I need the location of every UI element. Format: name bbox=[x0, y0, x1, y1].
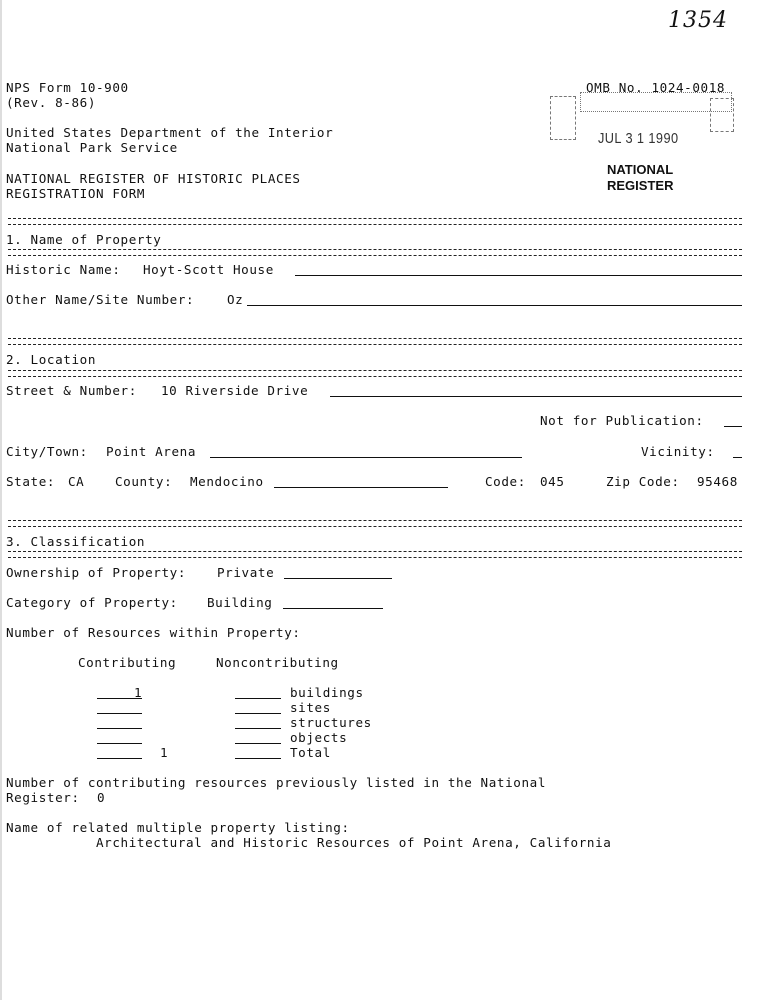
previously-listed-label-cont: Register: bbox=[6, 790, 80, 805]
form-number: NPS Form 10-900 bbox=[6, 80, 129, 95]
page-edge bbox=[0, 0, 2, 1000]
form-revision: (Rev. 8-86) bbox=[6, 95, 97, 110]
state-value: CA bbox=[68, 474, 85, 489]
multiple-listing-value: Architectural and Historic Resources of Point Arena, California bbox=[96, 835, 612, 850]
previously-listed-value: 0 bbox=[97, 790, 106, 805]
contributing-line bbox=[97, 728, 142, 729]
resource-type: objects bbox=[290, 730, 348, 745]
code-value: 045 bbox=[540, 474, 565, 489]
vicinity-label: Vicinity: bbox=[641, 444, 715, 459]
handwritten-number: 1354 bbox=[668, 8, 728, 33]
city-value: Point Arena bbox=[106, 444, 197, 459]
section-1-heading: 1. Name of Property bbox=[6, 232, 162, 247]
ownership-value: Private bbox=[217, 565, 275, 580]
noncontributing-column-header: Noncontributing bbox=[216, 655, 339, 670]
ownership-label: Ownership of Property: bbox=[6, 565, 187, 580]
county-line bbox=[274, 487, 448, 488]
category-label: Category of Property: bbox=[6, 595, 178, 610]
historic-name-value: Hoyt-Scott House bbox=[143, 262, 274, 277]
noncontributing-line bbox=[235, 758, 281, 759]
section-separator bbox=[8, 218, 742, 225]
street-value: 10 Riverside Drive bbox=[161, 383, 309, 398]
noncontributing-line bbox=[235, 713, 281, 714]
resource-type: sites bbox=[290, 700, 331, 715]
vicinity-line bbox=[733, 457, 742, 458]
omb-number: OMB No. 1024-0018 bbox=[586, 80, 726, 95]
historic-name-label: Historic Name: bbox=[6, 262, 121, 277]
city-line bbox=[210, 457, 522, 458]
agency: National Park Service bbox=[6, 140, 178, 155]
state-label: State: bbox=[6, 474, 56, 489]
contributing-column-header: Contributing bbox=[78, 655, 177, 670]
section-separator bbox=[8, 520, 742, 527]
resource-type: buildings bbox=[290, 685, 364, 700]
section-separator bbox=[8, 249, 742, 256]
form-title: NATIONAL REGISTER OF HISTORIC PLACES bbox=[6, 171, 301, 186]
noncontributing-line bbox=[235, 728, 281, 729]
contributing-line bbox=[97, 758, 142, 759]
other-name-line bbox=[247, 305, 742, 306]
code-label: Code: bbox=[485, 474, 526, 489]
zip-value: 95468 bbox=[697, 474, 738, 489]
category-line bbox=[283, 608, 383, 609]
not-for-publication-label: Not for Publication: bbox=[540, 413, 704, 428]
noncontributing-line bbox=[235, 743, 281, 744]
resource-type: Total bbox=[290, 745, 331, 760]
multiple-listing-label: Name of related multiple property listing: bbox=[6, 820, 350, 835]
resources-label: Number of Resources within Property: bbox=[6, 625, 301, 640]
street-label: Street & Number: bbox=[6, 383, 137, 398]
section-separator bbox=[8, 338, 742, 345]
street-line bbox=[330, 396, 742, 397]
category-value: Building bbox=[207, 595, 273, 610]
contributing-line bbox=[97, 743, 142, 744]
section-3-heading: 3. Classification bbox=[6, 534, 146, 549]
received-date: JUL 3 1 1990 bbox=[598, 130, 679, 147]
contributing-count: 1 bbox=[134, 685, 143, 700]
historic-name-line bbox=[295, 275, 742, 276]
department: United States Department of the Interior bbox=[6, 125, 334, 140]
stamp-national: NATIONAL bbox=[607, 162, 674, 177]
other-name-label: Other Name/Site Number: bbox=[6, 292, 195, 307]
county-value: Mendocino bbox=[190, 474, 264, 489]
form-subtitle: REGISTRATION FORM bbox=[6, 186, 146, 201]
contributing-count: 1 bbox=[160, 745, 169, 760]
county-label: County: bbox=[115, 474, 173, 489]
zip-label: Zip Code: bbox=[606, 474, 680, 489]
section-separator bbox=[8, 370, 742, 377]
stamp-register: REGISTER bbox=[607, 178, 674, 193]
ownership-line bbox=[284, 578, 392, 579]
other-name-value: Oz bbox=[227, 292, 244, 307]
section-separator bbox=[8, 551, 742, 558]
resource-type: structures bbox=[290, 715, 372, 730]
contributing-line bbox=[97, 713, 142, 714]
not-for-publication-line bbox=[724, 426, 742, 427]
previously-listed-label: Number of contributing resources previously listed in the National bbox=[6, 775, 547, 790]
city-label: City/Town: bbox=[6, 444, 88, 459]
noncontributing-line bbox=[235, 698, 281, 699]
section-2-heading: 2. Location bbox=[6, 352, 97, 367]
